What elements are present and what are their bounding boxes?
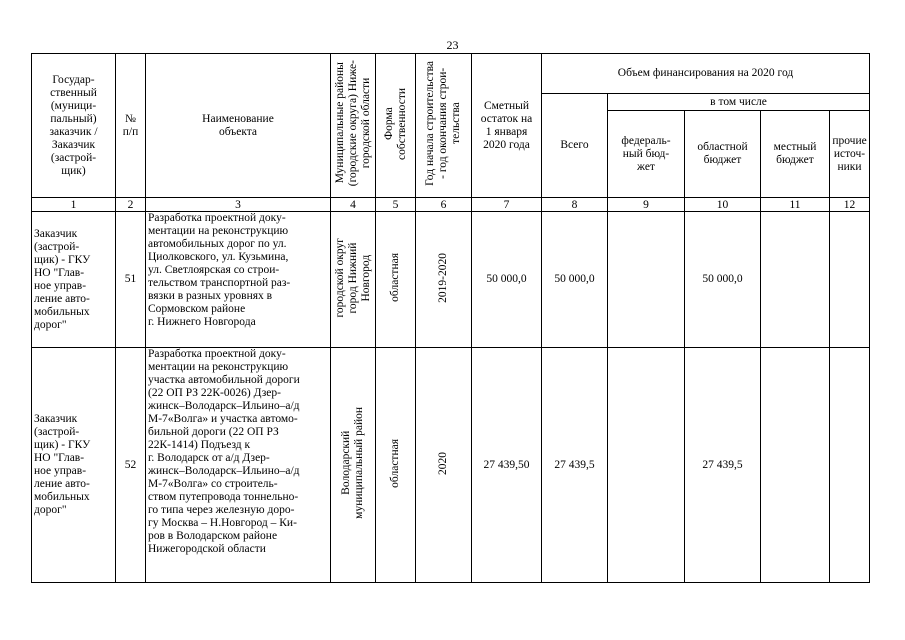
header-districts: Муниципальные районы (городские округа) Ниже- городской области xyxy=(333,60,372,187)
header-regional: областной бюджет xyxy=(685,111,761,198)
header-including: в том числе xyxy=(608,94,870,111)
column-numbers-row xyxy=(32,198,870,212)
header-ownership: Форма собственности xyxy=(382,87,408,160)
row-object-name: Разработка проектной доку- ментации на реконструкцию автомобильных дорог по ул. Циолковского, ул. Кузьмина, ул. Светлоярская со строи- тельством транспортной раз- вязки в разных уровнях в Сормовском районе г. Нижнего Новгорода xyxy=(146,212,331,348)
header-total: Всего xyxy=(542,94,608,198)
row-estimated-balance: 27 439,50 xyxy=(472,348,542,583)
row-years: 2020 xyxy=(437,451,449,475)
header-local: местный бюджет xyxy=(761,111,830,198)
row-years-cell xyxy=(416,348,472,583)
row-federal xyxy=(608,348,685,583)
row-object-name: Разработка проектной доку- ментации на реконструкцию участка автомобильной дороги (22 ОП РЗ 22К-0026) Дзер- жинск–Володарск–Ильино–а/д М-7«Волга» и участка автомо- бильной дороги (22 ОП РЗ 22К-1414) Подъезд к г. Володарск от а/д Дзер- жинск–Володарск–Ильино–а/д М-7«Волга» со строитель- ством путепровода тоннельно- го типа через железную доро- гу Москва – Н.Новгород – Ки- ров в Володарском районе Нижегородской области xyxy=(146,348,331,583)
row-district: Володарский муниципальный район xyxy=(340,407,365,519)
row-years-cell xyxy=(416,212,472,348)
header-years: Год начала строительства - год окончания строи- тельства xyxy=(424,61,462,186)
financing-table xyxy=(31,53,870,583)
row-district: городской округ город Нижний Новгород xyxy=(333,237,372,318)
column-number: 2 xyxy=(116,198,146,212)
column-number: 11 xyxy=(761,198,830,212)
column-number: 6 xyxy=(416,198,472,212)
header-number: № п/п xyxy=(116,54,146,198)
header-funding-volume: Объем финансирования на 2020 год xyxy=(542,54,870,94)
table-row xyxy=(32,348,870,583)
header-federal: федераль- ный бюд- жет xyxy=(608,111,685,198)
table-row xyxy=(32,212,870,348)
row-other xyxy=(830,212,870,348)
header-other: прочие источ- ники xyxy=(830,111,870,198)
row-customer: Заказчик (застрой- щик) - ГКУ НО "Глав- ное управ- ление авто- мобильных дорог" xyxy=(32,212,116,348)
column-number: 12 xyxy=(830,198,870,212)
row-district-cell xyxy=(331,348,376,583)
header-row-1 xyxy=(32,54,870,94)
column-number: 1 xyxy=(32,198,116,212)
page-number: 23 xyxy=(446,38,459,52)
row-number: 51 xyxy=(116,212,146,348)
row-total: 50 000,0 xyxy=(542,212,608,348)
row-ownership: областная xyxy=(389,253,401,302)
row-regional: 27 439,5 xyxy=(685,348,761,583)
row-federal xyxy=(608,212,685,348)
row-number: 52 xyxy=(116,348,146,583)
row-ownership-cell xyxy=(376,212,416,348)
column-number: 3 xyxy=(146,198,331,212)
row-total: 27 439,5 xyxy=(542,348,608,583)
column-number: 5 xyxy=(376,198,416,212)
column-number: 7 xyxy=(472,198,542,212)
header-ownership-cell xyxy=(376,54,416,198)
row-ownership-cell xyxy=(376,348,416,583)
header-customer: Государ- ственный (муници- пальный) заказчик / Заказчик (застрой- щик) xyxy=(32,54,116,198)
row-ownership: областная xyxy=(389,438,401,488)
column-number: 10 xyxy=(685,198,761,212)
column-number: 8 xyxy=(542,198,608,212)
row-local xyxy=(761,212,830,348)
header-estimated-balance: Сметный остаток на 1 января 2020 года xyxy=(472,54,542,198)
row-customer: Заказчик (застрой- щик) - ГКУ НО "Глав- ное управ- ление авто- мобильных дорог" xyxy=(32,348,116,583)
header-object-name: Наименование объекта xyxy=(146,54,331,198)
row-regional: 50 000,0 xyxy=(685,212,761,348)
row-other xyxy=(830,348,870,583)
header-districts-cell xyxy=(331,54,376,198)
row-district-cell xyxy=(331,212,376,348)
column-number: 9 xyxy=(608,198,685,212)
row-years: 2019-2020 xyxy=(437,252,449,303)
row-estimated-balance: 50 000,0 xyxy=(472,212,542,348)
row-local xyxy=(761,348,830,583)
column-number: 4 xyxy=(331,198,376,212)
header-years-cell xyxy=(416,54,472,198)
